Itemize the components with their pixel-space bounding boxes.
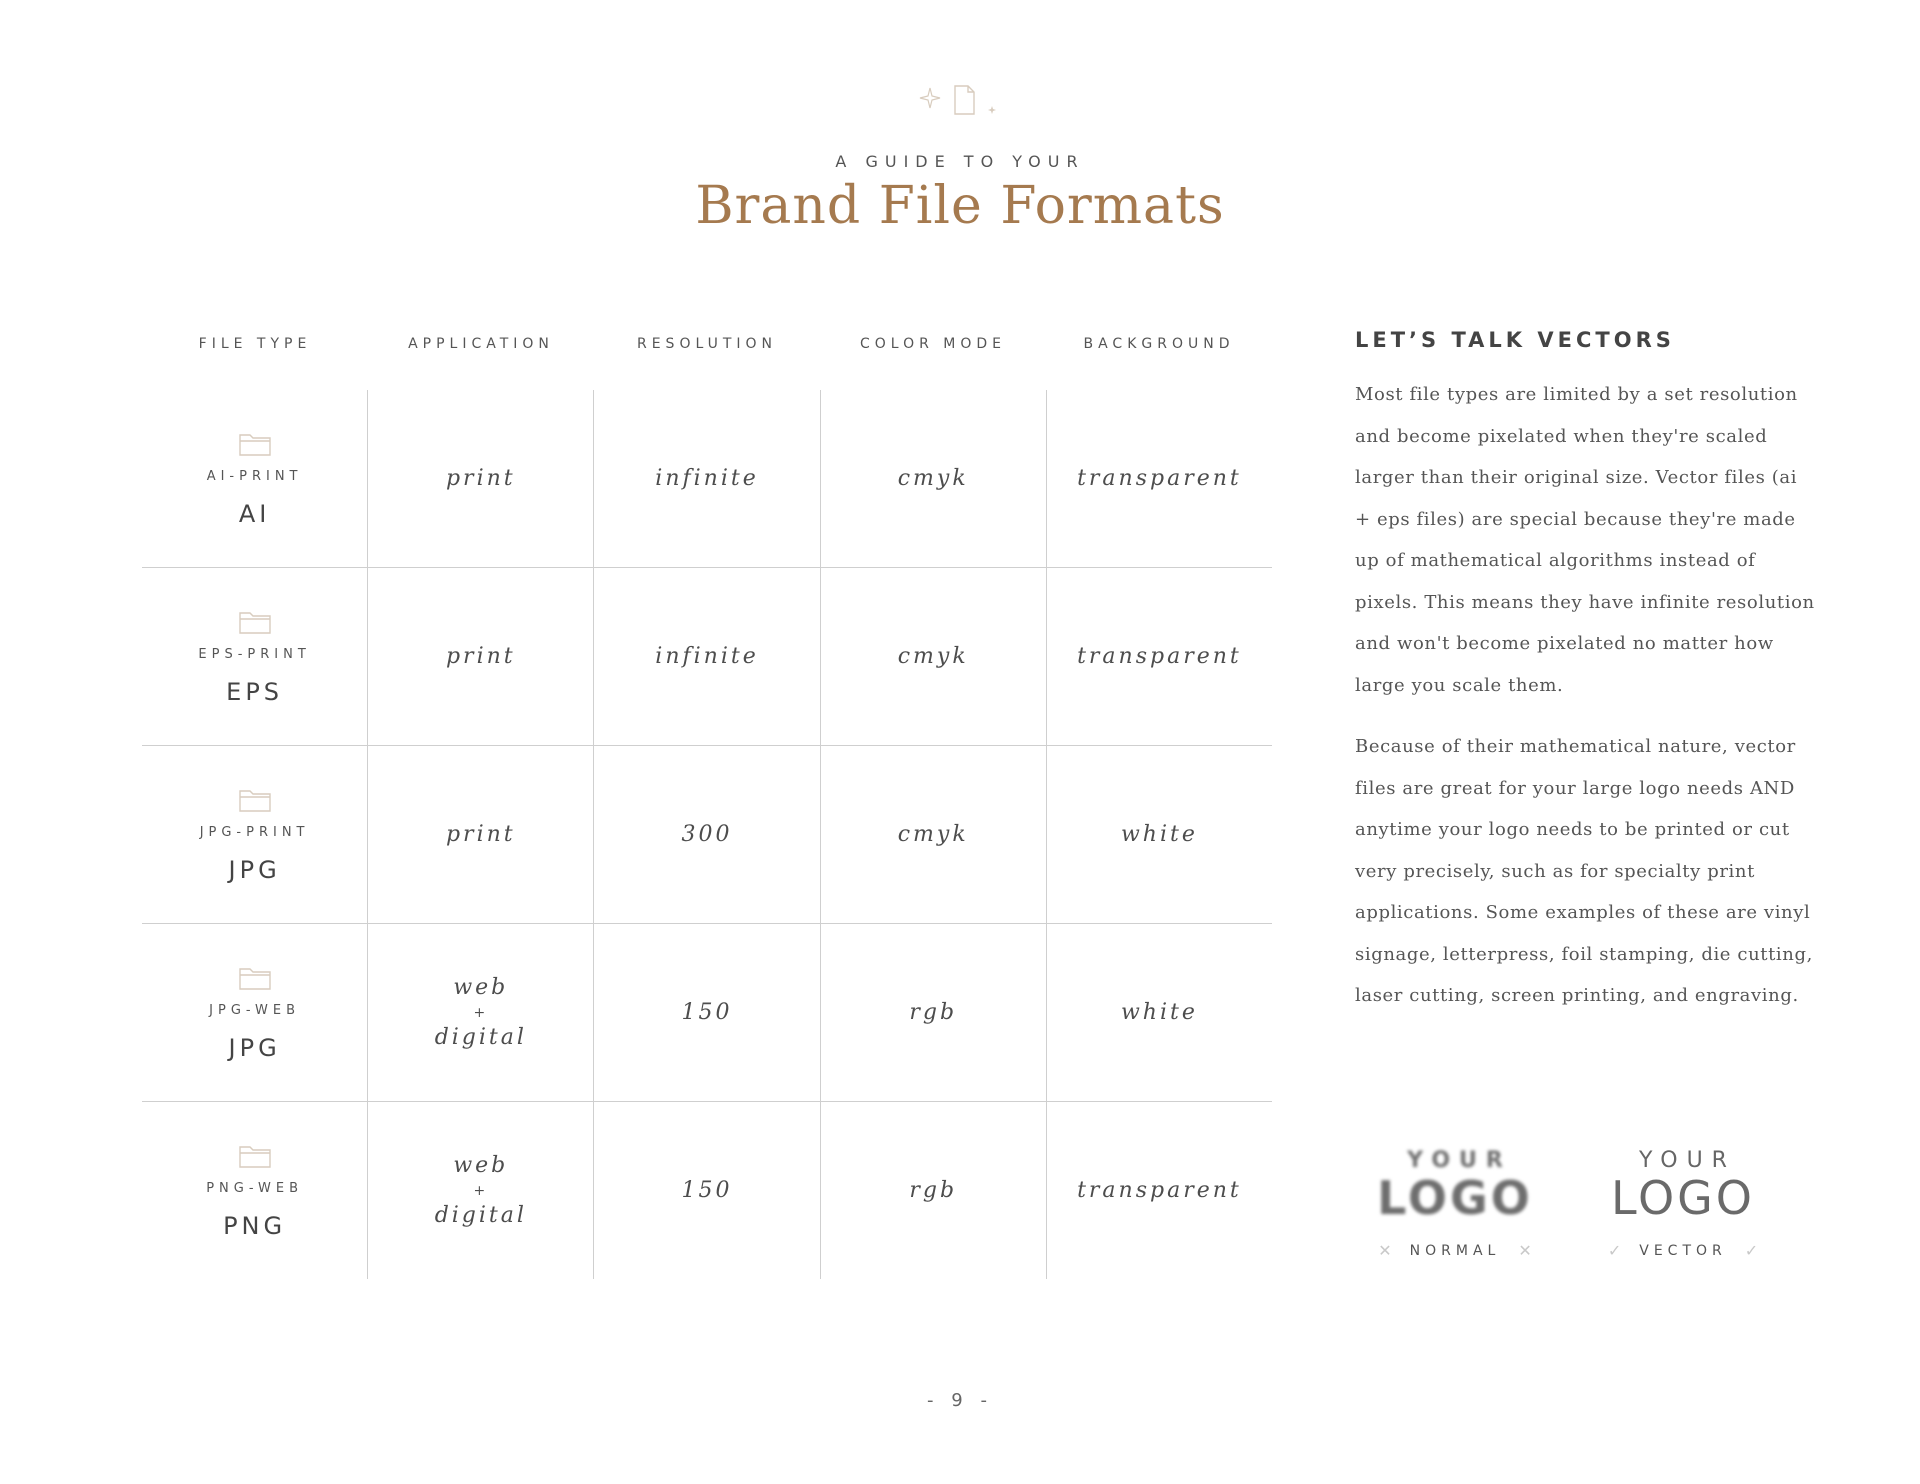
column-header-file-type: FILE TYPE <box>198 336 312 352</box>
application-cell: print <box>367 746 593 923</box>
header-icons <box>910 80 1020 120</box>
file-type-name: JPG <box>228 1034 281 1062</box>
column-header-color-mode: COLOR MODE <box>859 336 1007 352</box>
file-type-cell <box>142 390 367 567</box>
color-mode-cell: cmyk <box>820 568 1046 745</box>
file-type-name: JPG <box>228 856 281 884</box>
file-type-name: AI <box>238 500 271 528</box>
background-cell: transparent <box>1046 1102 1272 1279</box>
sparkle-icon <box>988 106 996 114</box>
application-cell <box>367 1102 593 1279</box>
sidebar-paragraph: Because of their mathematical nature, vector files are great for your large logo needs AND anytime your logo needs to be printed or cut very precisely, such as for specialty print applications. Some examples of these are vinyl signage, letterpress, foil stamping, die cutting, laser cutting, screen printing, and engraving. <box>1355 736 1813 1006</box>
vectors-sidebar <box>1355 328 1815 1037</box>
resolution-cell: 150 <box>593 924 819 1101</box>
table-row <box>142 1101 1272 1279</box>
file-type-cell <box>142 746 367 923</box>
file-type-label: PNG-WEB <box>206 1181 303 1196</box>
application-cell: print <box>367 390 593 567</box>
resolution-cell: infinite <box>593 390 819 567</box>
background-cell: white <box>1046 746 1272 923</box>
x-icon: ✕ <box>1518 1241 1532 1260</box>
logo-your-text: YOUR <box>1407 1148 1512 1173</box>
background-cell: transparent <box>1046 390 1272 567</box>
sidebar-heading: LET’S TALK VECTORS <box>1355 328 1675 352</box>
x-icon: ✕ <box>1378 1241 1392 1260</box>
application-cell: print <box>367 568 593 745</box>
table-row <box>142 923 1272 1101</box>
sparkle-icon <box>920 88 940 108</box>
resolution-cell: 300 <box>593 746 819 923</box>
file-type-cell <box>142 1102 367 1279</box>
logo-caption-text: NORMAL <box>1409 1242 1501 1259</box>
file-format-table <box>142 330 1272 1279</box>
file-type-cell <box>142 924 367 1101</box>
application-line: + <box>473 1004 489 1021</box>
page-title: Brand File Formats <box>695 176 1225 236</box>
application-cell <box>367 924 593 1101</box>
column-header-application: APPLICATION <box>408 336 554 352</box>
resolution-cell: 150 <box>593 1102 819 1279</box>
folder-icon <box>238 785 272 813</box>
file-type-label: AI-PRINT <box>206 469 303 484</box>
file-type-label: JPG-WEB <box>209 1003 301 1018</box>
color-mode-cell: rgb <box>820 924 1046 1101</box>
file-type-name: PNG <box>223 1212 287 1240</box>
application-line: web <box>453 974 509 1000</box>
application-line: digital <box>434 1024 527 1050</box>
logo-word-text: LOGO <box>1610 1171 1756 1225</box>
column-header-background: BACKGROUND <box>1083 336 1235 352</box>
file-type-label: EPS-PRINT <box>198 647 311 662</box>
table-row <box>142 567 1272 745</box>
file-type-name: EPS <box>226 678 284 706</box>
color-mode-cell: cmyk <box>820 746 1046 923</box>
color-mode-cell: rgb <box>820 1102 1046 1279</box>
background-cell: white <box>1046 924 1272 1101</box>
check-icon: ✓ <box>1744 1241 1759 1260</box>
logo-caption <box>1355 1241 1555 1260</box>
column-header-resolution: RESOLUTION <box>636 336 777 352</box>
sidebar-paragraph: Most file types are limited by a set resolution and become pixelated when they're scaled larger than their original size. Vector files (ai + eps files) are special because they're made up of mathematical algorithms instead of pixels. This means they have infinite resolution and won't become pixelated no matter how large you scale them. <box>1355 384 1815 696</box>
logo-example-vector <box>1583 1148 1783 1260</box>
table-row <box>142 390 1272 567</box>
folder-icon <box>238 1141 272 1169</box>
file-type-cell <box>142 568 367 745</box>
page-kicker: A GUIDE TO YOUR <box>835 152 1085 171</box>
color-mode-cell: cmyk <box>820 390 1046 567</box>
page-number: - 9 - <box>927 1390 993 1411</box>
application-line: digital <box>434 1202 527 1228</box>
table-header <box>142 330 1272 390</box>
folder-icon <box>238 429 272 457</box>
logo-caption-text: VECTOR <box>1639 1242 1727 1259</box>
background-cell: transparent <box>1046 568 1272 745</box>
resolution-cell: infinite <box>593 568 819 745</box>
logo-word-text: LOGO <box>1377 1171 1533 1225</box>
logo-caption <box>1583 1241 1783 1260</box>
logo-examples <box>1355 1148 1815 1278</box>
table-row <box>142 745 1272 923</box>
logo-your-text: YOUR <box>1639 1148 1736 1173</box>
check-icon: ✓ <box>1607 1241 1622 1260</box>
folder-icon <box>238 607 272 635</box>
file-type-label: JPG-PRINT <box>199 825 310 840</box>
table-body <box>142 390 1272 1279</box>
document-icon <box>955 86 974 114</box>
application-line: web <box>453 1152 509 1178</box>
folder-icon <box>238 963 272 991</box>
application-line: + <box>473 1182 489 1199</box>
logo-example-normal <box>1355 1148 1555 1260</box>
